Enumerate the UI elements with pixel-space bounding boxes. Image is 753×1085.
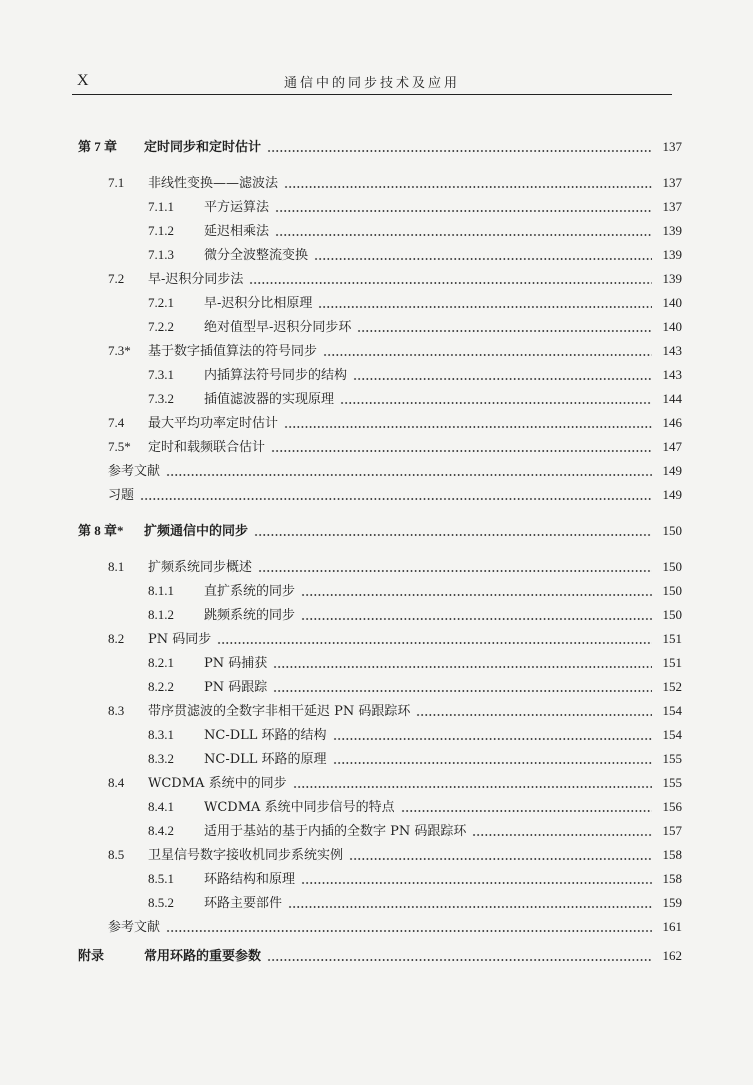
toc-page-number: 140	[662, 295, 682, 310]
toc-section-entry	[108, 558, 682, 576]
toc-number: 7.1	[108, 175, 125, 190]
dot-leader	[267, 138, 652, 156]
toc-number: 8.1	[108, 559, 125, 574]
toc-page-number: 143	[662, 367, 682, 382]
toc-number: 8.4.1	[148, 799, 174, 814]
toc-chapter-entry	[78, 947, 682, 965]
toc-subsection-entry	[148, 582, 682, 600]
dot-leader	[318, 294, 652, 312]
toc-page-number: 161	[662, 919, 682, 934]
toc-page-number: 158	[662, 871, 682, 886]
toc-page-number: 137	[662, 139, 682, 154]
toc-title: 扩频系统同步概述	[148, 560, 253, 575]
toc-page-number: 150	[662, 583, 682, 598]
dot-leader	[472, 822, 652, 840]
toc-page-number: 139	[662, 271, 682, 286]
dot-leader	[340, 390, 652, 408]
toc-page-number: 155	[662, 775, 682, 790]
dot-leader	[357, 318, 652, 336]
toc-number: 附录	[78, 948, 105, 963]
toc-number: 8.5.1	[148, 871, 174, 886]
dot-leader	[401, 798, 652, 816]
toc-section-entry	[108, 918, 682, 936]
dot-leader	[267, 947, 652, 965]
toc-title: 带序贯滤波的全数字非相干延迟 PN 码跟踪环	[148, 704, 411, 719]
toc-title: 常用环路的重要参数	[144, 949, 262, 964]
toc-page-number: 137	[662, 199, 682, 214]
toc-number: 8.3.2	[148, 751, 174, 766]
toc-title: 最大平均功率定时估计	[148, 416, 279, 431]
dot-leader	[293, 774, 652, 792]
toc-title: WCDMA 系统中的同步	[148, 776, 287, 791]
toc-page-number: 162	[662, 948, 682, 963]
toc-subsection-entry	[148, 654, 682, 672]
toc-title: 微分全波整流变换	[204, 248, 309, 263]
toc-title: 绝对值型早-迟积分同步环	[204, 320, 352, 335]
toc-number: 8.1.2	[148, 607, 174, 622]
toc-number: 7.1.3	[148, 247, 174, 262]
dot-leader	[284, 414, 652, 432]
dot-leader	[333, 750, 652, 768]
toc-section-entry	[108, 462, 682, 480]
toc-title: 适用于基站的基于内插的全数字 PN 码跟踪环	[204, 824, 467, 839]
toc-number: 7.5*	[108, 439, 131, 454]
toc-title: 定时和载频联合估计	[148, 440, 266, 455]
toc-number: 8.1.1	[148, 583, 174, 598]
toc-page-number: 156	[662, 799, 682, 814]
dot-leader	[166, 462, 652, 480]
toc-number: 7.4	[108, 415, 125, 430]
toc-page-number: 157	[662, 823, 682, 838]
toc-title: 直扩系统的同步	[204, 584, 296, 599]
toc-chapter-entry	[78, 138, 682, 156]
toc-number: 7.1.2	[148, 223, 174, 238]
toc-number: 8.2.1	[148, 655, 174, 670]
toc-section-entry	[108, 270, 682, 288]
dot-leader	[314, 246, 652, 264]
toc-subsection-entry	[148, 822, 682, 840]
toc-subsection-entry	[148, 294, 682, 312]
dot-leader	[301, 870, 652, 888]
toc-title: 环路主要部件	[204, 896, 283, 911]
toc-number: 7.3.1	[148, 367, 174, 382]
dot-leader	[323, 342, 652, 360]
dot-leader	[254, 522, 652, 540]
toc-section-entry	[108, 702, 682, 720]
toc-page-number: 150	[662, 523, 682, 538]
toc-title: 环路结构和原理	[204, 872, 296, 887]
dot-leader	[284, 174, 652, 192]
toc-chapter-entry	[78, 522, 682, 540]
toc-title: PN 码跟踪	[204, 680, 268, 695]
toc-page-number: 152	[662, 679, 682, 694]
toc-title: 参考文献	[108, 464, 161, 479]
toc-title: PN 码同步	[148, 632, 212, 647]
dot-leader	[301, 606, 652, 624]
toc-page-number: 139	[662, 223, 682, 238]
toc-title: 非线性变换——滤波法	[148, 176, 279, 191]
toc-page-number: 143	[662, 343, 682, 358]
toc-page-number: 150	[662, 607, 682, 622]
toc-title: 扩频通信中的同步	[144, 524, 249, 539]
toc-page-number: 149	[662, 463, 682, 478]
toc-page-number: 154	[662, 703, 682, 718]
toc-number: 7.2.1	[148, 295, 174, 310]
toc-page-number: 151	[662, 655, 682, 670]
dot-leader	[273, 678, 652, 696]
toc-number: 7.3.2	[148, 391, 174, 406]
dot-leader	[249, 270, 652, 288]
toc-subsection-entry	[148, 318, 682, 336]
toc-section-entry	[108, 846, 682, 864]
toc-number: 8.4.2	[148, 823, 174, 838]
dot-leader	[275, 198, 652, 216]
toc-title: WCDMA 系统中同步信号的特点	[204, 800, 395, 815]
toc-subsection-entry	[148, 366, 682, 384]
toc-number: 7.2	[108, 271, 125, 286]
toc-title: PN 码捕获	[204, 656, 268, 671]
toc-title: 习题	[108, 488, 135, 503]
running-title: 通信中的同步技术及应用	[283, 76, 460, 91]
toc-subsection-entry	[148, 798, 682, 816]
toc-title: 参考文献	[108, 920, 161, 935]
dot-leader	[217, 630, 652, 648]
toc-number: 8.5.2	[148, 895, 174, 910]
toc-subsection-entry	[148, 606, 682, 624]
toc-number: 第 7 章	[78, 139, 118, 154]
toc-section-entry	[108, 438, 682, 456]
toc-title: 定时同步和定时估计	[144, 140, 262, 155]
toc-number: 8.4	[108, 775, 125, 790]
toc-subsection-entry	[148, 198, 682, 216]
dot-leader	[273, 654, 652, 672]
toc-number: 第 8 章*	[78, 523, 124, 538]
toc-number: 8.3	[108, 703, 125, 718]
dot-leader	[333, 726, 652, 744]
toc-title: 卫星信号数字接收机同步系统实例	[148, 848, 344, 863]
page-number: X	[77, 72, 89, 89]
toc-section-entry	[108, 774, 682, 792]
toc-title: 内插算法符号同步的结构	[204, 368, 348, 383]
toc-section-entry	[108, 630, 682, 648]
toc-section-entry	[108, 342, 682, 360]
dot-leader	[301, 582, 652, 600]
toc-subsection-entry	[148, 390, 682, 408]
dot-leader	[349, 846, 652, 864]
toc-subsection-entry	[148, 750, 682, 768]
toc-page-number: 149	[662, 487, 682, 502]
toc-title: NC-DLL 环路的原理	[204, 752, 327, 767]
toc-page-number: 137	[662, 175, 682, 190]
toc-subsection-entry	[148, 222, 682, 240]
toc-number: 7.2.2	[148, 319, 174, 334]
toc-page-number: 150	[662, 559, 682, 574]
toc-page-number: 144	[662, 391, 682, 406]
toc-title: 早-迟积分比相原理	[204, 296, 313, 311]
toc-number: 8.2.2	[148, 679, 174, 694]
toc-number: 7.1.1	[148, 199, 174, 214]
toc-subsection-entry	[148, 246, 682, 264]
toc-title: 早-迟积分同步法	[148, 272, 244, 287]
toc-page-number: 154	[662, 727, 682, 742]
toc-subsection-entry	[148, 870, 682, 888]
toc-title: 插值滤波器的实现原理	[204, 392, 335, 407]
toc-number: 7.3*	[108, 343, 131, 358]
toc-title: 基于数字插值算法的符号同步	[148, 344, 318, 359]
toc-section-entry	[108, 486, 682, 504]
dot-leader	[140, 486, 652, 504]
dot-leader	[271, 438, 652, 456]
toc-number: 8.2	[108, 631, 125, 646]
toc-number: 8.5	[108, 847, 125, 862]
dot-leader	[258, 558, 652, 576]
dot-leader	[353, 366, 652, 384]
toc-title: 延迟相乘法	[204, 224, 270, 239]
toc-title: NC-DLL 环路的结构	[204, 728, 327, 743]
toc-section-entry	[108, 174, 682, 192]
toc-page-number: 139	[662, 247, 682, 262]
dot-leader	[275, 222, 652, 240]
toc-subsection-entry	[148, 678, 682, 696]
toc-page-number: 158	[662, 847, 682, 862]
toc-page-number: 159	[662, 895, 682, 910]
dot-leader	[288, 894, 652, 912]
toc-number: 8.3.1	[148, 727, 174, 742]
toc-page-number: 140	[662, 319, 682, 334]
dot-leader	[166, 918, 652, 936]
toc-title: 平方运算法	[204, 200, 270, 215]
toc-page-number: 147	[662, 439, 682, 454]
toc-section-entry	[108, 414, 682, 432]
toc-subsection-entry	[148, 894, 682, 912]
toc-subsection-entry	[148, 726, 682, 744]
toc-title: 跳频系统的同步	[204, 608, 296, 623]
toc-page-number: 151	[662, 631, 682, 646]
toc-page-number: 146	[662, 415, 682, 430]
toc-page-number: 155	[662, 751, 682, 766]
dot-leader	[416, 702, 652, 720]
